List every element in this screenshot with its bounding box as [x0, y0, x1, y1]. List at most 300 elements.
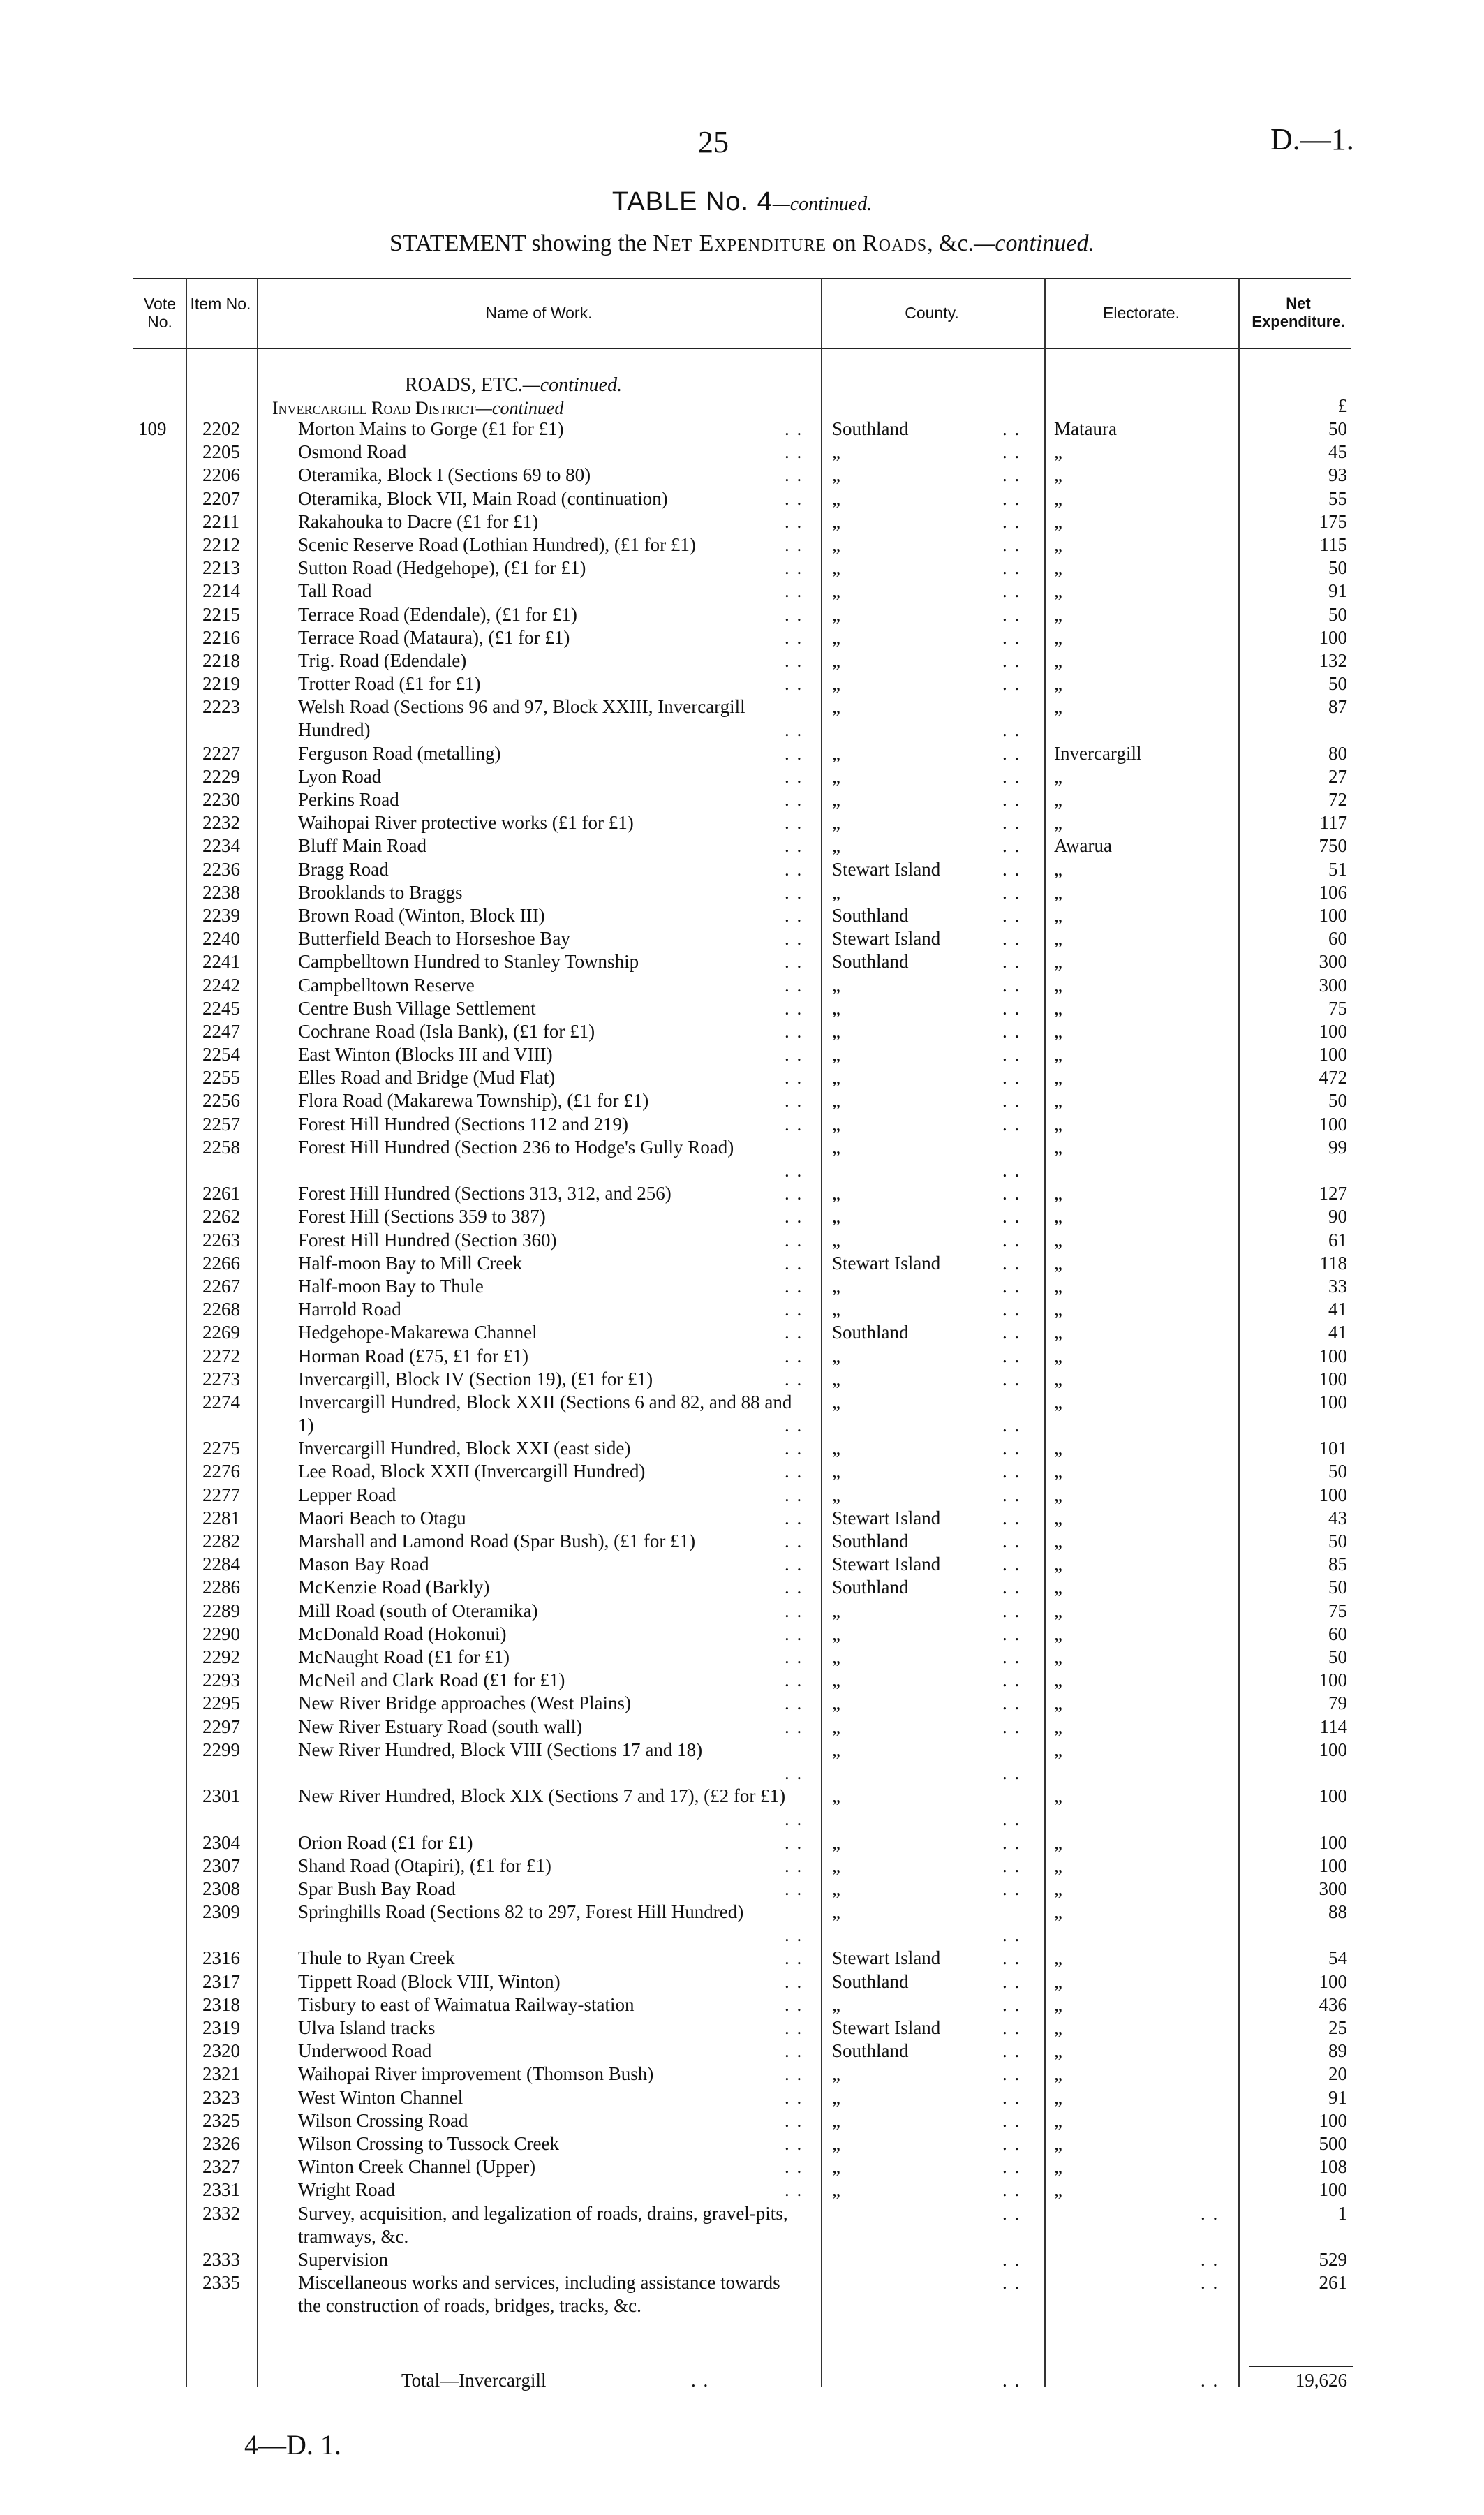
table-row: [0, 2248, 1484, 2271]
work-name-cell: Horman Road (£75, £1 for £1): [298, 1345, 528, 1366]
dot-leader: . .: [1002, 742, 1021, 764]
electorate-cell: „: [1054, 765, 1062, 787]
work-name-cell: Trig. Road (Edendale): [298, 649, 467, 671]
dot-leader: . .: [1002, 1993, 1021, 2015]
net-expenditure-cell: 87: [1328, 696, 1347, 718]
net-expenditure-cell: 50: [1328, 1646, 1347, 1667]
dot-leader: . .: [785, 1113, 803, 1135]
county-cell: „: [832, 1623, 840, 1644]
county-cell: Stewart Island: [832, 1554, 941, 1575]
net-expenditure-cell: 106: [1319, 881, 1347, 903]
item-number-cell: 2236: [202, 858, 240, 880]
table-row: [0, 1993, 1484, 2016]
net-expenditure-cell: 75: [1328, 1600, 1347, 1621]
table-row: [0, 742, 1484, 765]
electorate-cell: „: [1054, 1878, 1062, 1899]
county-cell: Southland: [832, 1577, 909, 1598]
table-row: [0, 974, 1484, 997]
item-number-cell: 2263: [202, 1229, 240, 1251]
table-row: [0, 1043, 1484, 1066]
dot-leader: . .: [785, 1252, 803, 1274]
dot-leader: . .: [1002, 487, 1021, 509]
electorate-cell: „: [1054, 1531, 1062, 1552]
dot-leader: . .: [1002, 1484, 1021, 1505]
item-number-cell: 2320: [202, 2040, 240, 2062]
net-expenditure-cell: 100: [1319, 1739, 1347, 1760]
table-row: [0, 2109, 1484, 2132]
electorate-cell: „: [1054, 649, 1062, 671]
dot-leader: . .: [1002, 1183, 1021, 1204]
work-name-cell: Cochrane Road (Isla Bank), (£1 for £1): [298, 1020, 595, 1042]
net-expenditure-cell: 100: [1319, 1831, 1347, 1853]
county-cell: „: [832, 1391, 840, 1413]
dot-leader: . .: [1002, 649, 1021, 671]
table-row: [0, 1692, 1484, 1715]
county-cell: „: [832, 673, 840, 695]
electorate-cell: „: [1054, 1739, 1062, 1760]
item-number-cell: 2273: [202, 1368, 240, 1389]
item-number-cell: 2284: [202, 1554, 240, 1575]
dot-leader: . .: [785, 2017, 803, 2039]
item-number-cell: 2282: [202, 1531, 240, 1552]
item-number-cell: 2238: [202, 881, 240, 903]
county-cell: „: [832, 1113, 840, 1135]
electorate-cell: „: [1054, 1507, 1062, 1528]
electorate-cell: „: [1054, 487, 1062, 509]
electorate-cell: „: [1054, 2109, 1062, 2131]
dot-leader: . .: [785, 1020, 803, 1042]
county-cell: „: [832, 2086, 840, 2108]
electorate-cell: „: [1054, 812, 1062, 834]
county-cell: „: [832, 1067, 840, 1089]
dot-leader: . .: [785, 1461, 803, 1482]
item-number-cell: 2202: [202, 418, 240, 439]
dot-leader: . .: [1002, 2086, 1021, 2108]
item-number-cell: 2257: [202, 1113, 240, 1135]
table-row: [0, 1437, 1484, 1460]
work-name-cell: Invercargill Hundred, Block XXII (Sections 6 and 82, and 88 and 1): [298, 1391, 792, 1436]
dot-leader: . .: [1002, 626, 1021, 648]
table-row: [0, 1831, 1484, 1854]
dot-leader: . .: [785, 1229, 803, 1251]
item-number-cell: 2212: [202, 533, 240, 555]
dot-leader: . .: [785, 510, 803, 532]
column-header-electorate: Electorate.: [1103, 304, 1180, 322]
work-name-cell: Oteramika, Block I (Sections 69 to 80): [298, 464, 591, 486]
county-cell: „: [832, 557, 840, 579]
dot-leader: . .: [1002, 1067, 1021, 1089]
table-row: [0, 626, 1484, 649]
dot-leader: . .: [1002, 1206, 1021, 1227]
net-expenditure-cell: 118: [1319, 1252, 1347, 1274]
total-leader: . .: [1201, 2370, 1219, 2391]
electorate-cell: „: [1054, 1020, 1062, 1042]
table-row: [0, 1066, 1484, 1089]
dot-leader: . .: [785, 1183, 803, 1204]
table-row: [0, 556, 1484, 580]
county-cell: „: [832, 1183, 840, 1204]
work-name-cell: Campbelltown Reserve: [298, 974, 475, 996]
statement-on: on: [826, 230, 863, 256]
county-cell: Stewart Island: [832, 1252, 941, 1274]
item-number-cell: 2255: [202, 1067, 240, 1089]
table-row: [0, 927, 1484, 950]
item-number-cell: 2229: [202, 765, 240, 787]
work-name-cell: Tall Road: [298, 580, 372, 602]
dot-leader: . .: [1002, 2040, 1021, 2062]
item-number-cell: 2327: [202, 2156, 240, 2178]
dot-leader: . .: [1201, 2202, 1219, 2224]
dot-leader: . .: [785, 2040, 803, 2062]
county-cell: „: [832, 696, 840, 718]
work-name-cell: McKenzie Road (Barkly): [298, 1577, 490, 1598]
electorate-cell: „: [1054, 2040, 1062, 2062]
net-expenditure-cell: 75: [1328, 997, 1347, 1019]
item-number-cell: 2207: [202, 487, 240, 509]
net-expenditure-cell: 100: [1319, 1854, 1347, 1876]
electorate-cell: „: [1054, 1623, 1062, 1644]
statement-roads: Roads: [862, 230, 928, 256]
county-cell: Southland: [832, 1970, 909, 1992]
table-row: [0, 1669, 1484, 1692]
item-number-cell: 2267: [202, 1275, 240, 1297]
dot-leader: . .: [1002, 418, 1021, 439]
dot-leader: . .: [1002, 557, 1021, 579]
net-expenditure-cell: 33: [1328, 1275, 1347, 1297]
county-cell: „: [832, 2132, 840, 2154]
item-number-cell: 2262: [202, 1206, 240, 1227]
net-expenditure-cell: 529: [1319, 2248, 1347, 2270]
dot-leader: . .: [785, 1484, 803, 1505]
dot-leader: . .: [785, 858, 803, 880]
electorate-cell: „: [1054, 1484, 1062, 1505]
item-number-cell: 2256: [202, 1090, 240, 1112]
dot-leader: . .: [785, 673, 803, 695]
item-number-cell: 2242: [202, 974, 240, 996]
item-number-cell: 2321: [202, 2063, 240, 2085]
table-row: [0, 2063, 1484, 2086]
item-number-cell: 2268: [202, 1299, 240, 1320]
work-name-cell: Orion Road (£1 for £1): [298, 1831, 473, 1853]
net-expenditure-cell: 51: [1328, 858, 1347, 880]
county-cell: „: [832, 533, 840, 555]
item-number-cell: 2216: [202, 626, 240, 648]
work-name-cell: Lepper Road: [298, 1484, 396, 1505]
dot-leader: . .: [785, 835, 803, 857]
county-cell: „: [832, 1901, 840, 1923]
net-expenditure-cell: 300: [1319, 974, 1347, 996]
work-name-cell: Wright Road: [298, 2179, 396, 2201]
item-number-cell: 2295: [202, 1692, 240, 1714]
item-number-cell: 2223: [202, 696, 240, 718]
net-expenditure-cell: 100: [1319, 1345, 1347, 1366]
net-expenditure-cell: 45: [1328, 441, 1347, 463]
work-name-cell: Brown Road (Winton, Block III): [298, 904, 545, 926]
net-expenditure-cell: 100: [1319, 626, 1347, 648]
item-number-cell: 2326: [202, 2132, 240, 2154]
table-row: [0, 904, 1484, 927]
dot-leader: . .: [785, 1600, 803, 1621]
work-name-cell: Tippett Road (Block VIII, Winton): [298, 1970, 561, 1992]
electorate-cell: „: [1054, 1438, 1062, 1459]
electorate-cell: „: [1054, 951, 1062, 973]
county-cell: „: [832, 464, 840, 486]
county-cell: „: [832, 580, 840, 602]
dot-leader: . .: [785, 719, 803, 741]
dot-leader: . .: [1002, 1160, 1021, 1181]
work-name-cell: New River Bridge approaches (West Plains): [298, 1692, 631, 1714]
work-name-cell: Underwood Road: [298, 2040, 432, 2062]
column-header-name: Name of Work.: [485, 304, 593, 322]
item-number-cell: 2301: [202, 1785, 240, 1807]
dot-leader: . .: [785, 1716, 803, 1737]
item-number-cell: 2215: [202, 603, 240, 625]
table-row: [0, 1623, 1484, 1646]
dot-leader: . .: [1002, 1229, 1021, 1251]
electorate-cell: Awarua: [1054, 835, 1112, 857]
item-number-cell: 2318: [202, 1993, 240, 2015]
electorate-cell: „: [1054, 1391, 1062, 1413]
item-number-cell: 2308: [202, 1878, 240, 1899]
county-cell: „: [832, 974, 840, 996]
dot-leader: . .: [1002, 1947, 1021, 1969]
net-expenditure-cell: 85: [1328, 1554, 1347, 1575]
electorate-cell: „: [1054, 881, 1062, 903]
dot-leader: . .: [785, 1646, 803, 1667]
item-number-cell: 2234: [202, 835, 240, 857]
dot-leader: . .: [1002, 719, 1021, 741]
dot-leader: . .: [785, 1090, 803, 1112]
statement-tail: , &c.: [927, 230, 974, 256]
dot-leader: . .: [785, 418, 803, 439]
net-expenditure-cell: 72: [1328, 789, 1347, 811]
electorate-cell: „: [1054, 1947, 1062, 1969]
work-name-cell: Spar Bush Bay Road: [298, 1878, 456, 1899]
dot-leader: . .: [1002, 1554, 1021, 1575]
county-cell: „: [832, 765, 840, 787]
dot-leader: . .: [785, 533, 803, 555]
dot-leader: . .: [1002, 510, 1021, 532]
work-name-cell: Campbelltown Hundred to Stanley Township: [298, 951, 639, 973]
net-expenditure-cell: 61: [1328, 1229, 1347, 1251]
work-name-cell: Osmond Road: [298, 441, 407, 463]
table-row: [0, 2271, 1484, 2341]
county-cell: Stewart Island: [832, 2017, 941, 2039]
work-name-cell: Trotter Road (£1 for £1): [298, 673, 481, 695]
table-row: [0, 487, 1484, 510]
item-number-cell: 2214: [202, 580, 240, 602]
total-rule: [1249, 2366, 1353, 2367]
net-expenditure-cell: 60: [1328, 1623, 1347, 1644]
statement-continued: —continued.: [974, 230, 1095, 256]
county-cell: „: [832, 1020, 840, 1042]
dot-leader: . .: [1002, 1692, 1021, 1714]
item-number-cell: 2247: [202, 1020, 240, 1042]
total-leader: . .: [1002, 2370, 1021, 2391]
electorate-cell: „: [1054, 1183, 1062, 1204]
dot-leader: . .: [785, 603, 803, 625]
county-cell: „: [832, 487, 840, 509]
net-expenditure-cell: 1: [1337, 2202, 1347, 2224]
dot-leader: . .: [785, 1322, 803, 1343]
dot-leader: . .: [785, 1808, 803, 1830]
dot-leader: . .: [1002, 1345, 1021, 1366]
dot-leader: . .: [1002, 1970, 1021, 1992]
item-number-cell: 2309: [202, 1901, 240, 1923]
county-cell: „: [832, 441, 840, 463]
item-number-cell: 2281: [202, 1507, 240, 1528]
work-name-cell: Bluff Main Road: [298, 835, 426, 857]
dot-leader: . .: [785, 1438, 803, 1459]
work-name-cell: Lee Road, Block XXII (Invercargill Hundred): [298, 1461, 646, 1482]
county-cell: Southland: [832, 2040, 909, 2062]
dot-leader: . .: [785, 464, 803, 486]
net-expenditure-cell: 100: [1319, 2179, 1347, 2201]
county-cell: „: [832, 1878, 840, 1899]
work-name-cell: Butterfield Beach to Horseshoe Bay: [298, 928, 570, 950]
table-row: [0, 1854, 1484, 1878]
net-expenditure-cell: 100: [1319, 1970, 1347, 1992]
dot-leader: . .: [785, 441, 803, 463]
dot-leader: . .: [1002, 1299, 1021, 1320]
dot-leader: . .: [785, 742, 803, 764]
dot-leader: . .: [785, 1692, 803, 1714]
net-expenditure-cell: 50: [1328, 1461, 1347, 1482]
net-expenditure-cell: 117: [1319, 812, 1347, 834]
dot-leader: . .: [1002, 765, 1021, 787]
dot-leader: . .: [785, 1275, 803, 1297]
dot-leader: . .: [785, 1368, 803, 1389]
work-name-cell: Half-moon Bay to Thule: [298, 1275, 484, 1297]
work-name-cell: Forest Hill Hundred (Sections 313, 312, and 256): [298, 1183, 671, 1204]
item-number-cell: 2316: [202, 1947, 240, 1969]
table-row: [0, 1716, 1484, 1739]
work-name-cell: Mason Bay Road: [298, 1554, 429, 1575]
net-expenditure-cell: 100: [1319, 904, 1347, 926]
dot-leader: . .: [1002, 2109, 1021, 2131]
dot-leader: . .: [785, 951, 803, 973]
net-expenditure-cell: 50: [1328, 1531, 1347, 1552]
item-number-cell: 2261: [202, 1183, 240, 1204]
dot-leader: . .: [785, 1878, 803, 1899]
dot-leader: . .: [785, 487, 803, 509]
item-number-cell: 2211: [202, 510, 239, 532]
county-cell: „: [832, 1692, 840, 1714]
county-cell: „: [832, 812, 840, 834]
item-number-cell: 2292: [202, 1646, 240, 1667]
net-expenditure-cell: 100: [1319, 1484, 1347, 1505]
column-header-net-expenditure: Net Expenditure.: [1252, 295, 1345, 330]
work-name-cell: Ferguson Road (metalling): [298, 742, 501, 764]
electorate-cell: „: [1054, 1831, 1062, 1853]
item-number-cell: 2227: [202, 742, 240, 764]
dot-leader: . .: [1002, 1461, 1021, 1482]
work-name-cell: Forest Hill Hundred (Section 236 to Hodge's Gully Road): [298, 1136, 734, 1158]
electorate-cell: „: [1054, 1600, 1062, 1621]
dot-leader: . .: [1201, 2272, 1219, 2294]
total-value: 19,626: [1295, 2370, 1347, 2391]
item-number-cell: 2323: [202, 2086, 240, 2108]
electorate-cell: „: [1054, 1646, 1062, 1667]
item-number-cell: 2206: [202, 464, 240, 486]
net-expenditure-cell: 132: [1319, 649, 1347, 671]
dot-leader: . .: [785, 1507, 803, 1528]
county-cell: „: [832, 1090, 840, 1112]
dot-leader: . .: [1002, 533, 1021, 555]
dot-leader: . .: [1002, 2156, 1021, 2178]
dot-leader: . .: [1002, 858, 1021, 880]
electorate-cell: „: [1054, 1322, 1062, 1343]
work-name-cell: Wilson Crossing to Tussock Creek: [298, 2132, 559, 2154]
dot-leader: . .: [785, 557, 803, 579]
dot-leader: . .: [785, 1947, 803, 1969]
table-row: [0, 1345, 1484, 1368]
county-cell: „: [832, 1646, 840, 1667]
electorate-cell: „: [1054, 696, 1062, 718]
net-expenditure-cell: 50: [1328, 603, 1347, 625]
table-row: [0, 2040, 1484, 2063]
county-cell: „: [832, 2109, 840, 2131]
dot-leader: . .: [1002, 1252, 1021, 1274]
electorate-cell: „: [1054, 1136, 1062, 1158]
net-expenditure-cell: 80: [1328, 742, 1347, 764]
dot-leader: . .: [1002, 974, 1021, 996]
net-expenditure-cell: 472: [1319, 1067, 1347, 1089]
electorate-cell: „: [1054, 1229, 1062, 1251]
electorate-cell: „: [1054, 557, 1062, 579]
county-cell: „: [832, 1275, 840, 1297]
electorate-cell: „: [1054, 1044, 1062, 1065]
electorate-cell: „: [1054, 1554, 1062, 1575]
work-name-cell: McNeil and Clark Road (£1 for £1): [298, 1669, 565, 1691]
dot-leader: . .: [1002, 2132, 1021, 2154]
item-number-cell: 2277: [202, 1484, 240, 1505]
work-name-cell: New River Hundred, Block XIX (Sections 7 and 17), (£2 for £1): [298, 1785, 786, 1807]
work-name-cell: Wilson Crossing Road: [298, 2109, 468, 2131]
dot-leader: . .: [785, 1299, 803, 1320]
net-expenditure-cell: 93: [1328, 464, 1347, 486]
dot-leader: . .: [1002, 1507, 1021, 1528]
header-bottom-rule: [133, 348, 1351, 349]
electorate-cell: „: [1054, 2132, 1062, 2154]
dot-leader: . .: [1002, 1854, 1021, 1876]
column-header-vote: Vote No.: [143, 295, 177, 331]
county-cell: „: [832, 1484, 840, 1505]
dot-leader: . .: [785, 881, 803, 903]
column-header-item: Item No.: [190, 295, 251, 313]
item-number-cell: 2332: [202, 2202, 240, 2224]
table-row: [0, 1507, 1484, 1530]
electorate-cell: „: [1054, 858, 1062, 880]
work-name-cell: Thule to Ryan Creek: [298, 1947, 455, 1969]
dot-leader: . .: [1002, 881, 1021, 903]
item-number-cell: 2205: [202, 441, 240, 463]
dot-leader: . .: [1002, 1924, 1021, 1946]
item-number-cell: 2289: [202, 1600, 240, 1621]
table-row: [0, 464, 1484, 487]
item-number-cell: 2240: [202, 928, 240, 950]
electorate-cell: „: [1054, 928, 1062, 950]
county-cell: „: [832, 1136, 840, 1158]
electorate-cell: „: [1054, 997, 1062, 1019]
table-row: [0, 1878, 1484, 1901]
total-leader: . .: [691, 2370, 710, 2391]
work-name-cell: Terrace Road (Edendale), (£1 for £1): [298, 603, 577, 625]
net-expenditure-cell: 89: [1328, 2040, 1347, 2062]
net-expenditure-cell: 79: [1328, 1692, 1347, 1714]
electorate-cell: „: [1054, 1970, 1062, 1992]
net-expenditure-cell: 127: [1319, 1183, 1347, 1204]
